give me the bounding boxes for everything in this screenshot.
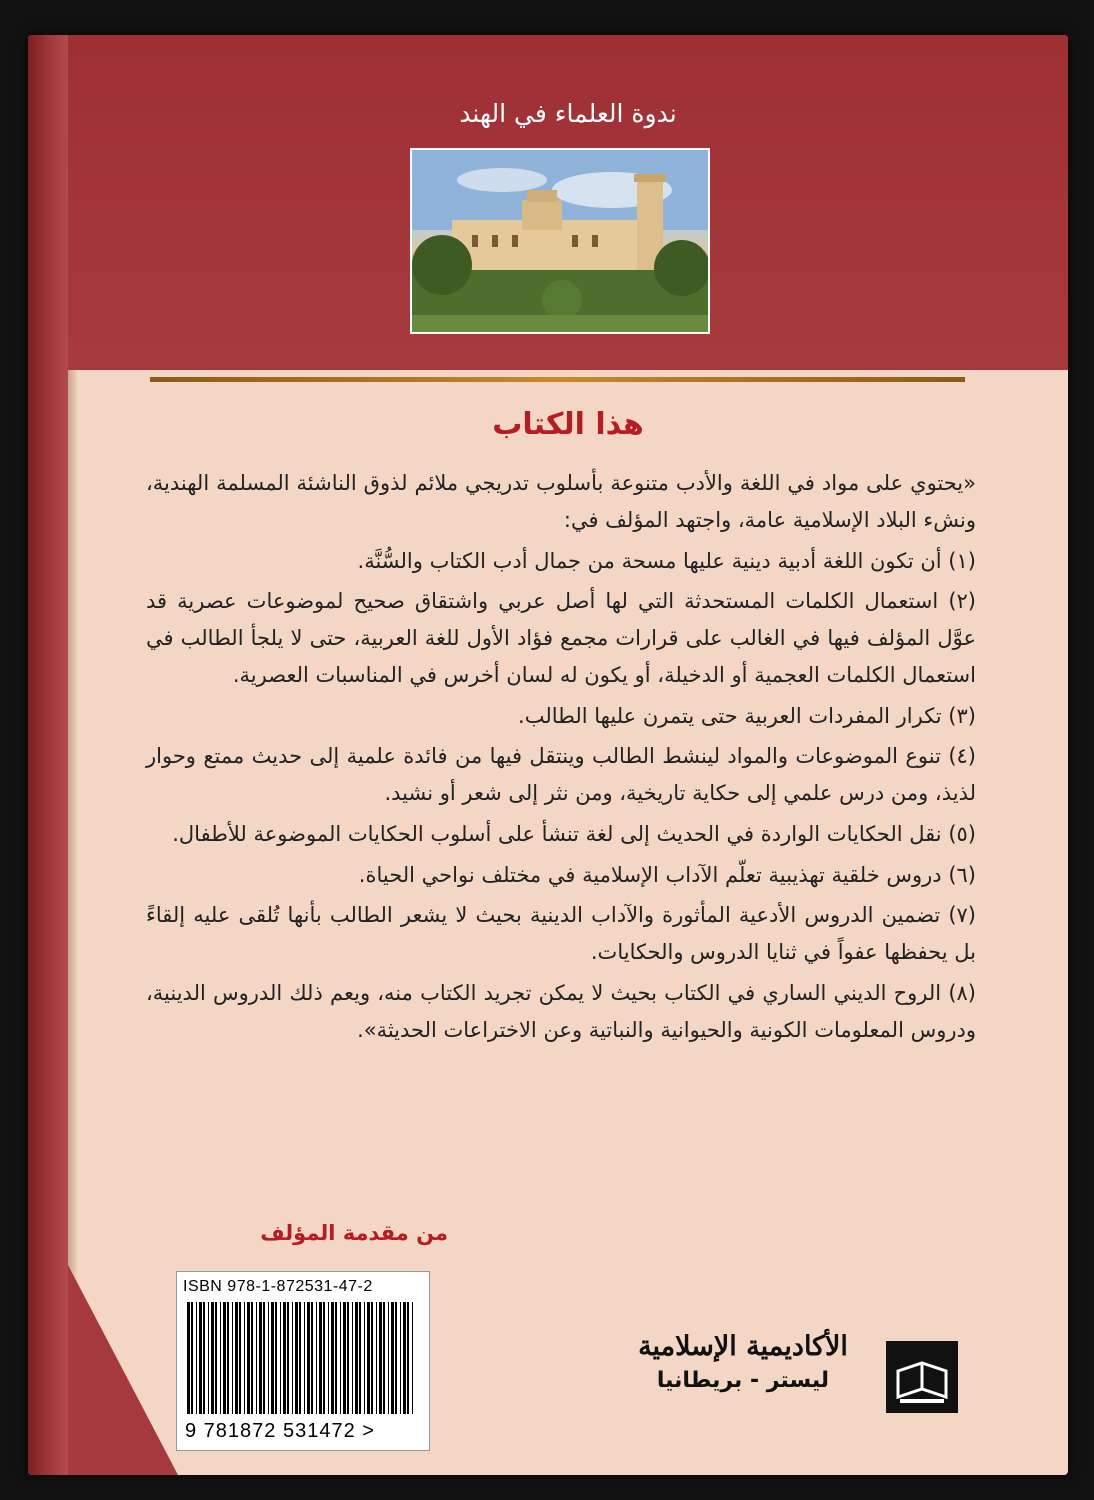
- isbn-text: ISBN 978-1-872531-47-2: [183, 1278, 373, 1295]
- paragraph-intro: «يحتوي على مواد في اللغة والأدب متنوعة بأسلوب تدريجي ملائم لذوق الناشئة المسلمة الهندية، ونشء البلاد الإسلامية عامة، واجتهد المؤلف في:: [146, 471, 976, 532]
- paragraph-7: (٧) تضمين الدروس الأدعية المأثورة والآداب الدينية بحيث لا يشعر الطالب بأنها تُلقى عليه إلقاءً بل يحفظها عفواً في ثنايا الدروس والحكايات.: [146, 903, 976, 964]
- paragraph-3: (٣) تكرار المفردات العربية حتى يتمرن عليها الطالب.: [518, 703, 976, 728]
- description-text: [146, 465, 976, 1052]
- paragraph-6: (٦) دروس خلقية تهذيبية تعلّم الآداب الإسلامية في مختلف نواحي الحياة.: [358, 862, 976, 887]
- barcode-icon: [183, 1302, 421, 1418]
- section-heading: هذا الكتاب: [492, 407, 644, 442]
- barcode-digits: 9 781872 531472 >: [185, 1420, 375, 1442]
- building-illustration: [412, 150, 708, 332]
- paragraph-1: (١) أن تكون اللغة أدبية دينية عليها مسحة من جمال أدب الكتاب والسُّنَّة.: [357, 548, 976, 573]
- publisher-block: [618, 1331, 868, 1393]
- source-note: من مقدمة المؤلف: [260, 1221, 448, 1245]
- building-photo: [410, 148, 710, 334]
- paragraph-4: (٤) تنوع الموضوعات والمواد لينشط الطالب وينتقل فيها من فائدة علمية إلى حديث ممتع وحوار لذيذ، ومن درس علمي إلى حكاية تاريخية، ومن نثر إلى شعر أو نشيد.: [146, 744, 976, 805]
- corner-triangle: [68, 1265, 178, 1475]
- paragraph-5: (٥) نقل الحكايات الواردة في الحديث إلى لغة تنشأ على أسلوب الحكايات الموضوعة للأطفال.: [172, 821, 976, 846]
- publisher-place: ليستر - بريطانيا: [656, 1368, 830, 1393]
- paragraph-2: (٢) استعمال الكلمات المستحدثة التي لها أصل عربي واشتقاق صحيح لموضوعات عصرية قد عوَّل المؤلف فيها في الغالب على قرارات مجمع فؤاد الأول للغة العربية، حتى لا يلجأ الطالب في استعمال الكلمات العجمية أو الدخيلة، أو يكون له لسان أخرس في المناسبات العصرية.: [146, 589, 976, 687]
- publisher-logo-icon: [886, 1341, 958, 1413]
- gold-divider: [150, 377, 965, 382]
- paragraph-8: (٨) الروح الديني الساري في الكتاب بحيث لا يمكن تجريد الكتاب منه، ويعم ذلك الدروس الدينية، ودروس المعلومات الكونية والحيوانية والنباتية وعن الاختراعات الحديثة».: [146, 980, 976, 1042]
- spine-strip: [28, 35, 68, 1475]
- barcode-label: [176, 1271, 430, 1451]
- publisher-name: الأكاديمية الإسلامية: [638, 1331, 848, 1362]
- series-title: ندوة العلماء في الهند: [459, 99, 677, 128]
- book-back-cover: [28, 35, 1068, 1475]
